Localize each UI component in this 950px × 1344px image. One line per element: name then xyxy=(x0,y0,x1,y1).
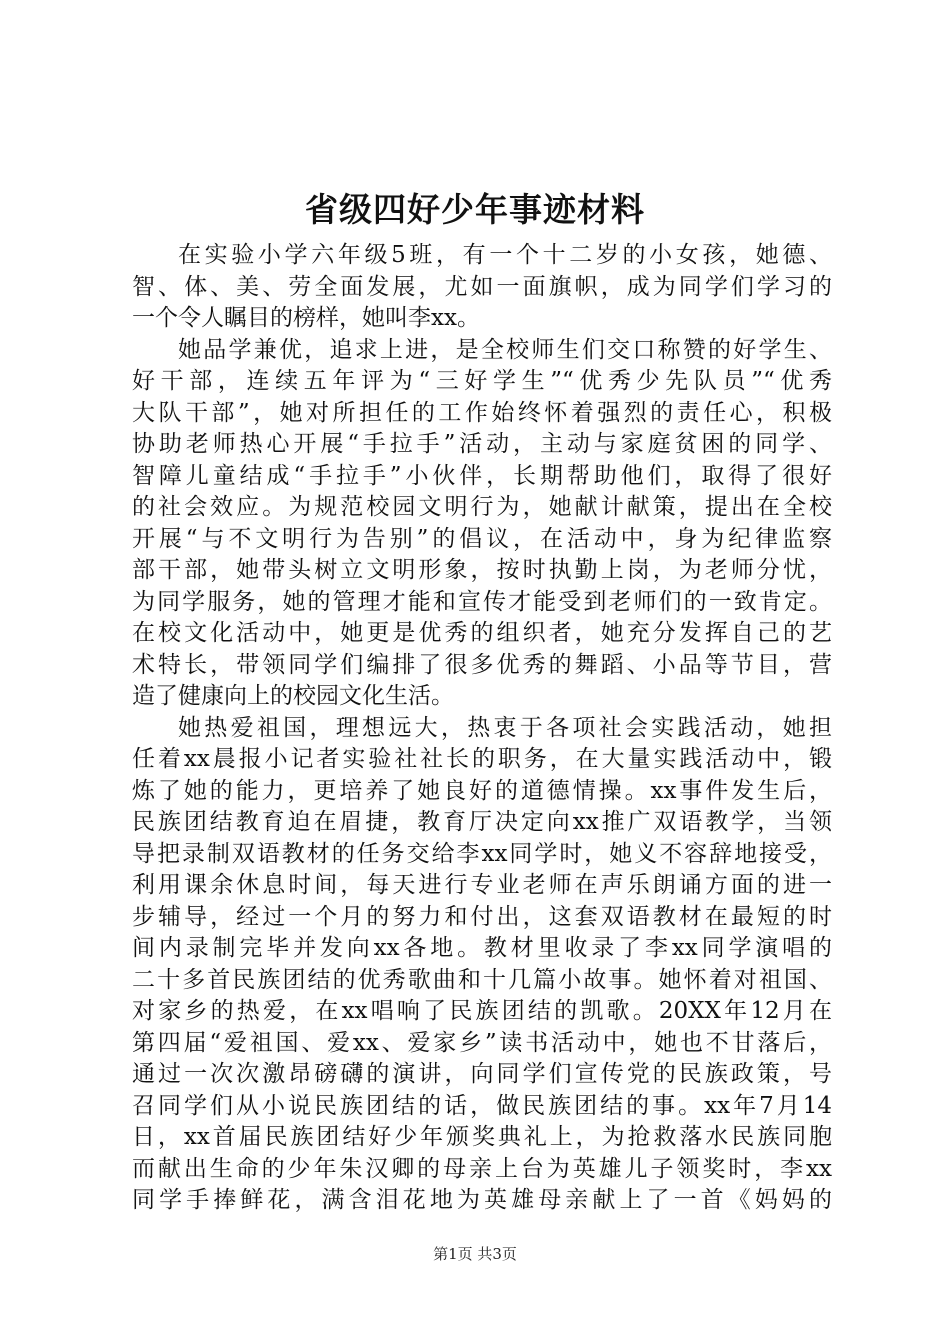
text-line: 一个令人瞩目的榜样，她叫李xx。 xyxy=(132,305,480,331)
text-line: 好干部，连续五年评为“三好学生”“优秀少先队员”“优秀 xyxy=(132,368,832,394)
text-line: 日，xx首届民族团结好少年颁奖典礼上，为抢救落水民族同胞 xyxy=(132,1124,832,1150)
document-title: 省级四好少年事迹材料 xyxy=(305,190,645,229)
document-body xyxy=(132,240,832,1217)
text-line: 第四届“爱祖国、爱xx、爱家乡”读书活动中，她也不甘落后， xyxy=(132,1029,832,1056)
text-line: 为同学服务，她的管理才能和宣传才能受到老师们的一致肯定。 xyxy=(132,588,832,615)
text-line: 大队干部”，她对所担任的工作始终怀着强烈的责任心，积极 xyxy=(132,399,832,426)
text-line: 民族团结教育迫在眉捷，教育厅决定向xx推广双语教学，当领 xyxy=(132,809,832,835)
text-line: 协助老师热心开展“手拉手”活动，主动与家庭贫困的同学、 xyxy=(132,431,832,457)
text-line: 在校文化活动中，她更是优秀的组织者，她充分发挥自己的艺 xyxy=(132,620,832,646)
text-line: 开展“与不文明行为告别”的倡议，在活动中，身为纪律监察 xyxy=(132,525,832,552)
text-line: 在实验小学六年级5班，有一个十二岁的小女孩，她德、 xyxy=(178,242,832,268)
text-line: 她品学兼优，追求上进，是全校师生们交口称赞的好学生、 xyxy=(178,336,832,363)
text-line: 任着xx晨报小记者实验社社长的职务，在大量实践活动中，锻 xyxy=(132,746,832,772)
text-line: 步辅导，经过一个月的努力和付出，这套双语教材在最短的时 xyxy=(132,903,832,930)
text-line: 利用课余休息时间，每天进行专业老师在声乐朗诵方面的进一 xyxy=(132,872,832,898)
text-line: 而献出生命的少年朱汉卿的母亲上台为英雄儿子领奖时，李xx xyxy=(132,1155,832,1182)
text-line: 间内录制完毕并发向xx各地。教材里收录了李xx同学演唱的 xyxy=(132,935,832,961)
text-line: 同学手捧鲜花，满含泪花地为英雄母亲献上了一首《妈妈的 xyxy=(132,1187,832,1213)
text-line: 智、体、美、劳全面发展，尤如一面旗帜，成为同学们学习的 xyxy=(132,273,832,300)
text-line: 造了健康向上的校园文化生活。 xyxy=(132,683,454,709)
text-line: 导把录制双语教材的任务交给李xx同学时，她义不容辞地接受， xyxy=(132,840,832,867)
text-line: 术特长，带领同学们编排了很多优秀的舞蹈、小品等节目，营 xyxy=(132,651,832,678)
page-number-footer: 第1页 共3页 xyxy=(433,1245,517,1263)
text-line: 二十多首民族团结的优秀歌曲和十几篇小故事。她怀着对祖国、 xyxy=(132,966,832,993)
text-line: 智障儿童结成“手拉手”小伙伴，长期帮助他们，取得了很好 xyxy=(132,462,832,489)
text-line: 的社会效应。为规范校园文明行为，她献计献策，提出在全校 xyxy=(132,494,832,520)
text-line: 她热爱祖国，理想远大，热衷于各项社会实践活动，她担 xyxy=(178,714,832,741)
text-line: 部干部，她带头树立文明形象，按时执勤上岗，为老师分忧， xyxy=(132,557,832,583)
text-line: 通过一次次激昂磅礴的演讲，向同学们宣传党的民族政策，号 xyxy=(132,1061,832,1087)
text-line: 炼了她的能力，更培养了她良好的道德情操。xx事件发生后， xyxy=(132,777,832,804)
text-line: 对家乡的热爱，在xx唱响了民族团结的凯歌。20XX年12月在 xyxy=(132,998,832,1024)
text-line: 召同学们从小说民族团结的话，做民族团结的事。xx年7月14 xyxy=(132,1092,832,1119)
